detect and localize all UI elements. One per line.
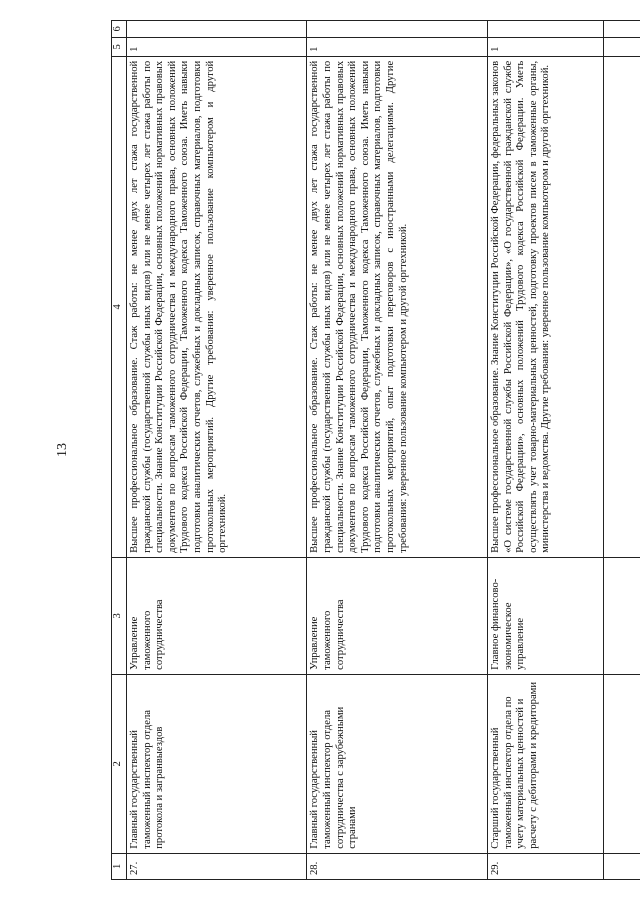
table-row xyxy=(307,21,487,880)
requirements: Высшее профессиональное образование. Знание Конституции Российской Федерации, федеральных законов «О системе государственной службы Российской Федерации», «О государственной гражданской службе Российской Федерации», основных положений Трудового кодекса Российской Федерации. Уметь осуществлять учет товарно-материальных ценностей, подготовку проектов писем в таможенные органы, министерства и ведомства. Другие требования: уверенное пользование компьютером и другой оргтехникой. xyxy=(487,56,603,557)
requirements: Высшее профессиональное образование. Стаж работы: не менее двух лет стажа государственной гражданской службы (государственной службы иных видов) или не менее четырех лет стажа работы по специальности. Знание Конституции Российской Федерации, основных положений нормативных правовых документов по вопросам таможенного сотрудничества и международного права, основных положений Трудового кодекса Российской Федерации, Таможенного кодекса Таможенного союза. Иметь навыки подготовки аналитических отчетов, служебных и докладных записок, справочных материалов, подготовки протокольных мероприятий. Другие требования: уверенное пользование компьютером и другой оргтехникой. xyxy=(127,56,307,557)
extra xyxy=(127,21,307,38)
count: 1 xyxy=(487,37,603,56)
empty-cell xyxy=(604,674,640,853)
table-row xyxy=(487,21,603,880)
table-row xyxy=(127,21,307,880)
row-number: 29. xyxy=(487,853,603,879)
table-row-empty xyxy=(604,21,640,880)
department: Управление таможенного сотрудничества xyxy=(127,557,307,674)
page-number: 13 xyxy=(55,443,70,457)
column-header-1: 1 xyxy=(112,853,127,879)
empty-cell xyxy=(604,56,640,557)
count: 1 xyxy=(127,37,307,56)
department: Главное финансово-экономическое управление xyxy=(487,557,603,674)
extra xyxy=(487,21,603,38)
row-number: 28. xyxy=(307,853,487,879)
requirements: Высшее профессиональное образование. Стаж работы: не менее двух лет стажа государственной гражданской службы (государственной службы иных видов) или не менее четырех лет стажа работы по специальности. Знание Конституции Российской Федерации, основных положений нормативных правовых документов по вопросам таможенного сотрудничества и международного права, основных положений Трудового кодекса Российской Федерации, Таможенного кодекса Таможенного союза. Иметь навыки подготовки аналитических отчетов, служебных и докладных записок, справочных материалов, подготовки протокольных мероприятий, опыт подготовки переговоров с иностранными делегациями. Другие требования: уверенное пользование компьютером и другой оргтехникой. xyxy=(307,56,487,557)
empty-cell xyxy=(604,21,640,38)
column-header-5: 5 xyxy=(112,37,127,56)
extra xyxy=(307,21,487,38)
column-header-6: 6 xyxy=(112,21,127,38)
column-header-4: 4 xyxy=(112,56,127,557)
empty-cell xyxy=(604,853,640,879)
department: Управление таможенного сотрудничества xyxy=(307,557,487,674)
position-title: Старший государственный таможенный инспектор отдела по учету материальных ценностей и расчету с дебиторами и кредиторами xyxy=(487,674,603,853)
empty-cell xyxy=(604,557,640,674)
position-title: Главный государственный таможенный инспектор отдела протокола и загранвыездов xyxy=(127,674,307,853)
positions-table xyxy=(111,20,640,880)
count: 1 xyxy=(307,37,487,56)
empty-cell xyxy=(604,37,640,56)
rotated-page xyxy=(55,20,640,880)
column-header-3: 3 xyxy=(112,557,127,674)
column-header-2: 2 xyxy=(112,674,127,853)
position-title: Главный государственный таможенный инспектор отдела сотрудничества с зарубежными странами xyxy=(307,674,487,853)
header-row xyxy=(112,21,127,880)
row-number: 27. xyxy=(127,853,307,879)
